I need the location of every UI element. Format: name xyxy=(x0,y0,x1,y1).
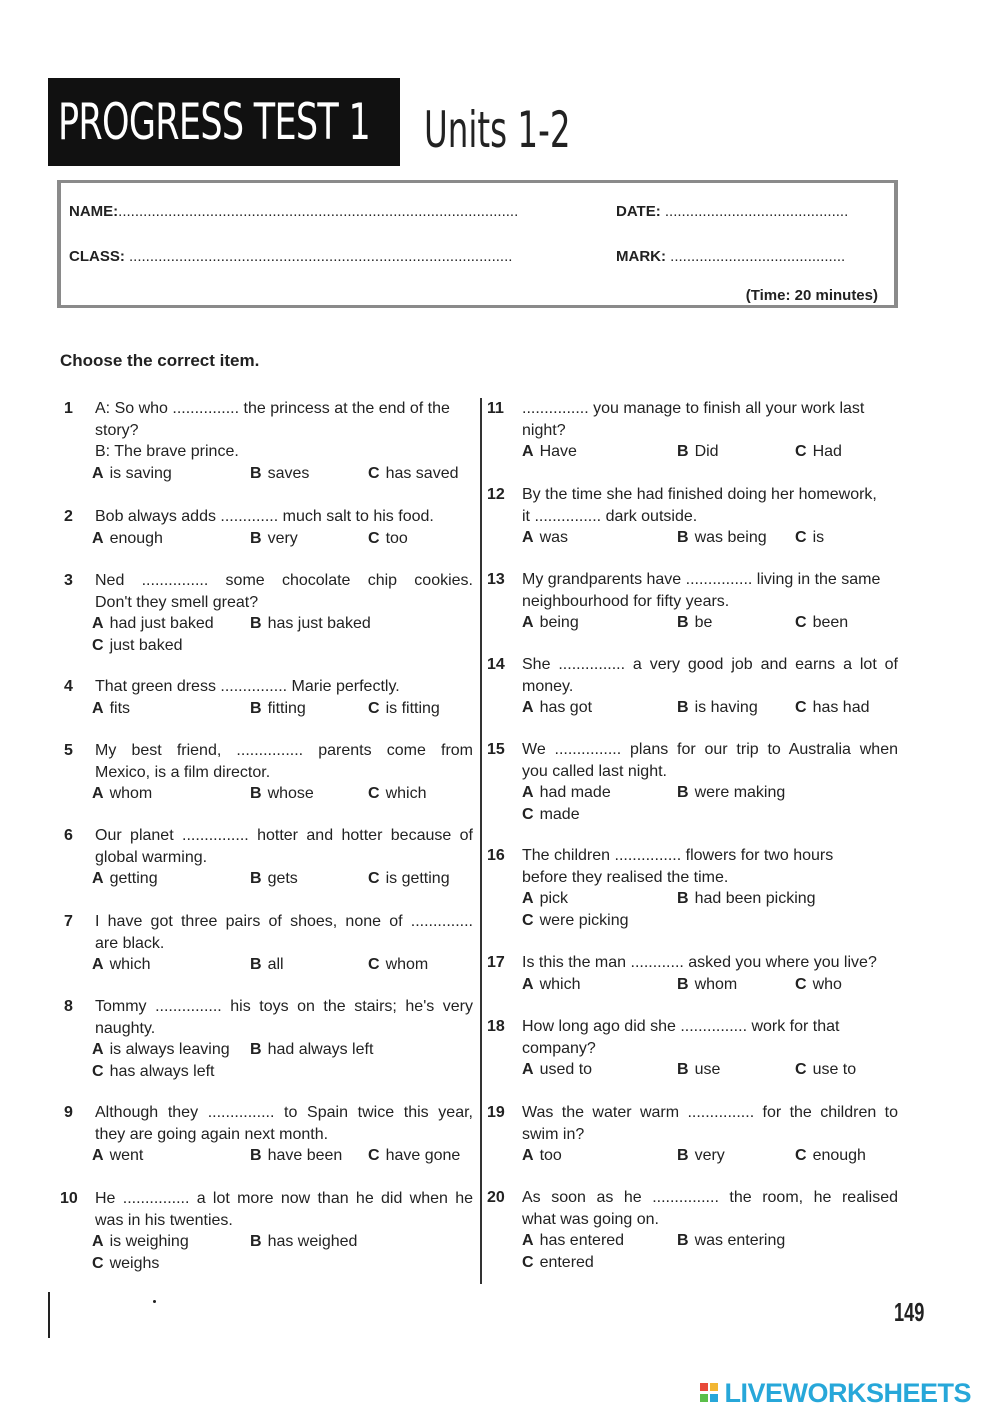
option-letter: B xyxy=(250,615,262,632)
option-text: which xyxy=(385,785,427,802)
question-stem-line: He ............... a lot more now than he did when he xyxy=(95,1190,473,1207)
page-number: 149 xyxy=(894,1297,925,1327)
option-letter: C xyxy=(795,443,807,460)
question-number: 17 xyxy=(487,954,505,971)
question-number: 15 xyxy=(487,741,505,758)
option-c[interactable] xyxy=(92,1253,159,1275)
mark-label: MARK: xyxy=(616,248,666,265)
option-text: is having xyxy=(694,699,758,716)
question-stem-line: My grandparents have ............... living in the same xyxy=(522,571,881,588)
option-text: is xyxy=(812,529,825,546)
question-number: 4 xyxy=(64,678,73,695)
question-number: 2 xyxy=(64,508,73,525)
question-number: 5 xyxy=(64,742,73,759)
question-stem-line: what was going on. xyxy=(522,1210,659,1228)
option-b[interactable] xyxy=(677,697,758,719)
option-text: being xyxy=(539,614,579,631)
option-letter: A xyxy=(522,699,534,716)
question-number: 1 xyxy=(64,400,73,417)
question-stem-line: As soon as he ............... the room, he realised xyxy=(522,1189,898,1206)
option-letter: A xyxy=(522,443,534,460)
option-letter: A xyxy=(522,529,534,546)
option-letter: B xyxy=(250,785,262,802)
option-text: is always leaving xyxy=(109,1041,230,1058)
class-label: CLASS: xyxy=(69,248,125,265)
question-stem-line: Our planet ............... hotter and hotter because of xyxy=(95,827,473,844)
name-label: NAME: xyxy=(69,203,119,220)
option-letter: C xyxy=(795,975,807,993)
question-number: 7 xyxy=(64,913,73,930)
option-text: went xyxy=(109,1147,144,1164)
option-c[interactable] xyxy=(795,527,824,549)
question-stem-line: We ............... plans for our trip to Australia when xyxy=(522,741,898,758)
question-stem-line: Don't they smell great? xyxy=(95,593,259,611)
question-number: 16 xyxy=(487,847,505,864)
option-text: just baked xyxy=(109,636,183,654)
option-letter: A xyxy=(92,1147,104,1164)
option-a[interactable] xyxy=(522,1145,562,1167)
option-c[interactable] xyxy=(795,974,842,996)
student-info-box xyxy=(57,180,898,308)
option-letter: B xyxy=(677,890,689,907)
option-c[interactable] xyxy=(795,441,842,463)
question-number: 20 xyxy=(487,1189,505,1206)
option-letter: C xyxy=(522,1253,534,1271)
option-b[interactable] xyxy=(677,974,737,996)
option-b[interactable] xyxy=(677,612,712,634)
option-letter: B xyxy=(677,443,689,460)
option-a[interactable] xyxy=(522,697,592,719)
question-stem-line: That green dress ............... Marie perfectly. xyxy=(95,678,400,695)
option-letter: C xyxy=(368,529,380,547)
question-stem-line: naughty. xyxy=(95,1019,156,1037)
question-stem-line: Is this the man ............ asked you where you live? xyxy=(522,954,877,971)
option-text: made xyxy=(539,805,580,823)
option-text: is fitting xyxy=(385,699,440,717)
option-b[interactable] xyxy=(250,868,298,890)
option-c[interactable] xyxy=(522,804,580,826)
option-c[interactable] xyxy=(522,910,629,932)
option-letter: C xyxy=(368,956,380,973)
option-letter: A xyxy=(92,870,104,887)
scan-mark xyxy=(48,1292,50,1338)
question-number: 13 xyxy=(487,571,505,588)
option-letter: A xyxy=(522,614,534,631)
question-number: 18 xyxy=(487,1018,505,1035)
question-stem-line: My best friend, ............... parents come from xyxy=(95,742,473,759)
option-letter: B xyxy=(677,975,689,993)
question-stem-line: By the time she had finished doing her homework, xyxy=(522,486,877,503)
option-c[interactable] xyxy=(522,1252,594,1274)
question-number: 3 xyxy=(64,572,73,589)
option-c[interactable] xyxy=(368,783,426,805)
option-text: have gone xyxy=(385,1147,461,1164)
option-text: is saving xyxy=(109,464,172,482)
scan-dot xyxy=(153,1300,156,1303)
option-a[interactable] xyxy=(92,1039,230,1061)
question-stem-line: Was the water warm ............... for the children to xyxy=(522,1104,898,1121)
option-a[interactable] xyxy=(522,441,577,463)
question-stem-line: B: The brave prince. xyxy=(95,443,239,460)
option-a[interactable] xyxy=(522,888,568,910)
option-text: had always left xyxy=(267,1041,374,1058)
test-title: PROGRESS TEST 1 xyxy=(58,93,371,151)
option-letter: B xyxy=(677,1061,689,1078)
name-field[interactable]: NAME:................................................................................................ xyxy=(69,203,519,220)
option-letter: B xyxy=(677,784,689,801)
option-a[interactable] xyxy=(522,1230,624,1252)
option-c[interactable] xyxy=(795,1145,866,1167)
option-b[interactable] xyxy=(250,783,314,805)
class-field[interactable]: CLASS: ............................................................................................ xyxy=(69,248,513,265)
option-letter: A xyxy=(92,1041,104,1058)
option-letter: B xyxy=(677,529,689,546)
question-stem-line: are black. xyxy=(95,934,165,952)
option-letter: C xyxy=(795,1147,807,1164)
option-text: used to xyxy=(539,1061,593,1078)
option-a[interactable] xyxy=(92,1145,143,1167)
question-stem-line: money. xyxy=(522,677,574,695)
option-text: had made xyxy=(539,784,611,801)
option-a[interactable] xyxy=(522,1059,592,1081)
option-text: be xyxy=(694,614,713,631)
option-b[interactable] xyxy=(677,888,816,910)
option-text: too xyxy=(385,529,408,547)
option-letter: C xyxy=(522,805,534,823)
question-stem-line: night? xyxy=(522,421,566,439)
question-stem-line: story? xyxy=(95,421,139,439)
option-text: Have xyxy=(539,443,577,460)
option-text: which xyxy=(109,956,151,973)
question-stem-line: before they realised the time. xyxy=(522,868,729,886)
option-c[interactable] xyxy=(368,463,459,485)
option-text: was entering xyxy=(694,1232,786,1249)
option-b[interactable] xyxy=(677,441,719,463)
option-a[interactable] xyxy=(92,698,130,720)
option-b[interactable] xyxy=(677,527,767,549)
option-text: was xyxy=(539,529,569,546)
time-limit: (Time: 20 minutes) xyxy=(745,287,878,304)
option-letter: C xyxy=(92,1062,104,1080)
option-text: saves xyxy=(267,464,310,482)
option-letter: B xyxy=(677,699,689,716)
option-text: were making xyxy=(694,784,786,801)
option-b[interactable] xyxy=(677,1145,725,1167)
option-letter: B xyxy=(677,1232,689,1249)
option-b[interactable] xyxy=(677,782,785,804)
option-c[interactable] xyxy=(368,868,450,890)
liveworksheets-watermark xyxy=(700,1378,971,1408)
option-text: weighs xyxy=(109,1254,160,1272)
option-letter: A xyxy=(92,1233,104,1250)
question-stem-line: you called last night. xyxy=(522,762,667,780)
option-letter: C xyxy=(92,636,104,654)
option-b[interactable] xyxy=(677,1230,785,1252)
date-field[interactable]: DATE: ............................................ xyxy=(616,203,849,220)
option-text: use to xyxy=(812,1061,857,1078)
option-a[interactable] xyxy=(522,527,568,549)
option-letter: C xyxy=(368,464,380,482)
option-letter: A xyxy=(92,699,104,717)
question-stem-line: I have got three pairs of shoes, none of .............. xyxy=(95,913,473,930)
option-text: were picking xyxy=(539,911,629,929)
option-c[interactable] xyxy=(368,528,408,550)
option-text: fits xyxy=(109,699,131,717)
option-letter: B xyxy=(677,1147,689,1164)
option-text: whose xyxy=(267,785,314,802)
option-letter: A xyxy=(92,956,104,973)
option-b[interactable] xyxy=(250,613,371,635)
option-text: has got xyxy=(539,699,593,716)
option-text: gets xyxy=(267,870,298,887)
option-letter: B xyxy=(250,1147,262,1164)
option-text: who xyxy=(812,975,842,993)
option-text: getting xyxy=(109,870,158,887)
option-letter: B xyxy=(250,956,262,973)
option-b[interactable] xyxy=(250,528,298,550)
option-a[interactable] xyxy=(92,783,152,805)
question-stem-line: Ned ............... some chocolate chip cookies. xyxy=(95,572,473,589)
question-stem-line: swim in? xyxy=(522,1125,585,1143)
option-text: which xyxy=(539,975,581,993)
option-text: had been picking xyxy=(694,890,816,907)
option-text: enough xyxy=(109,529,163,547)
option-c[interactable] xyxy=(368,954,428,976)
question-stem-line: A: So who ............... the princess at the end of the xyxy=(95,400,450,417)
option-text: whom xyxy=(109,785,153,802)
question-stem-line: global warming. xyxy=(95,848,208,866)
option-text: too xyxy=(539,1147,562,1164)
option-c[interactable] xyxy=(368,1145,460,1167)
option-b[interactable] xyxy=(250,1039,373,1061)
option-letter: C xyxy=(522,911,534,929)
option-text: all xyxy=(267,956,284,973)
option-letter: C xyxy=(795,699,807,716)
option-letter: B xyxy=(250,870,262,887)
question-stem-line: Tommy ............... his toys on the stairs; he's very xyxy=(95,998,473,1015)
question-number: 6 xyxy=(64,827,73,844)
option-letter: A xyxy=(522,890,534,907)
option-letter: A xyxy=(522,1232,534,1249)
question-number: 8 xyxy=(64,998,73,1015)
option-letter: C xyxy=(795,529,807,546)
liveworksheets-text: LIVEWORKSHEETS xyxy=(724,1378,971,1408)
option-a[interactable] xyxy=(522,612,579,634)
option-letter: B xyxy=(250,464,262,482)
option-text: is weighing xyxy=(109,1233,189,1250)
option-c[interactable] xyxy=(795,1059,856,1081)
liveworksheets-logo-icon xyxy=(700,1383,720,1405)
option-text: have been xyxy=(267,1147,343,1164)
option-a[interactable] xyxy=(92,528,163,550)
option-a[interactable] xyxy=(92,1231,189,1253)
units-subtitle: Units 1-2 xyxy=(424,101,571,159)
option-text: pick xyxy=(539,890,569,907)
option-text: has saved xyxy=(385,464,459,482)
option-text: Did xyxy=(694,443,719,460)
question-number: 10 xyxy=(60,1190,78,1207)
option-text: very xyxy=(694,1147,725,1164)
question-stem-line: How long ago did she ............... work for that xyxy=(522,1018,840,1035)
question-stem-line: ............... you manage to finish all your work last xyxy=(522,400,865,417)
question-number: 14 xyxy=(487,656,505,673)
option-text: has entered xyxy=(539,1232,625,1249)
question-stem-line: Although they ............... to Spain twice this year, xyxy=(95,1104,473,1121)
question-stem-line: was in his twenties. xyxy=(95,1211,233,1229)
question-number: 19 xyxy=(487,1104,505,1121)
option-a[interactable] xyxy=(522,974,580,996)
option-letter: C xyxy=(368,785,380,802)
option-text: Had xyxy=(812,443,842,460)
option-letter: C xyxy=(92,1254,104,1272)
option-letter: B xyxy=(250,1233,262,1250)
option-b[interactable] xyxy=(250,954,284,976)
option-b[interactable] xyxy=(250,1231,357,1253)
option-letter: B xyxy=(250,1041,262,1058)
option-text: had just baked xyxy=(109,615,214,632)
column-divider xyxy=(480,398,482,1284)
instruction: Choose the correct item. xyxy=(60,351,260,370)
option-letter: C xyxy=(368,699,380,717)
mark-field[interactable]: MARK: .......................................... xyxy=(616,248,846,265)
option-letter: A xyxy=(92,615,104,632)
option-text: fitting xyxy=(267,699,306,717)
option-text: very xyxy=(267,529,298,547)
option-c[interactable] xyxy=(368,698,440,720)
option-letter: C xyxy=(368,870,380,887)
option-text: has always left xyxy=(109,1062,215,1080)
option-text: enough xyxy=(812,1147,866,1164)
option-letter: A xyxy=(522,1147,534,1164)
option-text: has had xyxy=(812,699,870,716)
question-stem-line: neighbourhood for fifty years. xyxy=(522,592,730,610)
question-stem-line: company? xyxy=(522,1039,596,1057)
option-text: been xyxy=(812,614,849,631)
option-a[interactable] xyxy=(92,613,214,635)
option-b[interactable] xyxy=(677,1059,720,1081)
option-a[interactable] xyxy=(92,868,158,890)
option-a[interactable] xyxy=(92,954,150,976)
option-letter: A xyxy=(522,784,534,801)
option-c[interactable] xyxy=(795,612,848,634)
question-stem-line: Mexico, is a film director. xyxy=(95,763,271,781)
option-letter: B xyxy=(250,529,262,547)
question-number: 12 xyxy=(487,486,505,503)
option-b[interactable] xyxy=(250,1145,342,1167)
question-stem-line: they are going again next month. xyxy=(95,1125,329,1143)
option-c[interactable] xyxy=(92,635,183,657)
option-text: is getting xyxy=(385,870,450,887)
option-text: whom xyxy=(694,975,738,993)
question-number: 9 xyxy=(64,1104,73,1121)
question-stem-line: it ............... dark outside. xyxy=(522,507,698,525)
option-letter: C xyxy=(795,614,807,631)
option-letter: A xyxy=(92,785,104,802)
option-b[interactable] xyxy=(250,463,309,485)
option-text: has weighed xyxy=(267,1233,358,1250)
question-stem-line: Bob always adds ............. much salt to his food. xyxy=(95,508,434,525)
option-letter: B xyxy=(250,699,262,717)
option-a[interactable] xyxy=(92,463,172,485)
option-text: was being xyxy=(694,529,767,546)
option-c[interactable] xyxy=(92,1061,215,1083)
option-text: whom xyxy=(385,956,429,973)
option-text: has just baked xyxy=(267,615,371,632)
date-label: DATE: xyxy=(616,203,661,220)
option-letter: A xyxy=(92,529,104,547)
option-letter: A xyxy=(92,464,104,482)
option-letter: B xyxy=(677,614,689,631)
option-b[interactable] xyxy=(250,698,306,720)
question-stem-line: The children ............... flowers for two hours xyxy=(522,847,834,864)
option-text: use xyxy=(694,1061,721,1078)
option-a[interactable] xyxy=(522,782,611,804)
option-letter: C xyxy=(795,1061,807,1078)
option-letter: A xyxy=(522,1061,534,1078)
question-stem-line: She ............... a very good job and earns a lot of xyxy=(522,656,898,673)
option-letter: C xyxy=(368,1147,380,1164)
option-c[interactable] xyxy=(795,697,870,719)
option-text: entered xyxy=(539,1253,594,1271)
question-number: 11 xyxy=(487,400,504,417)
option-letter: A xyxy=(522,975,534,993)
